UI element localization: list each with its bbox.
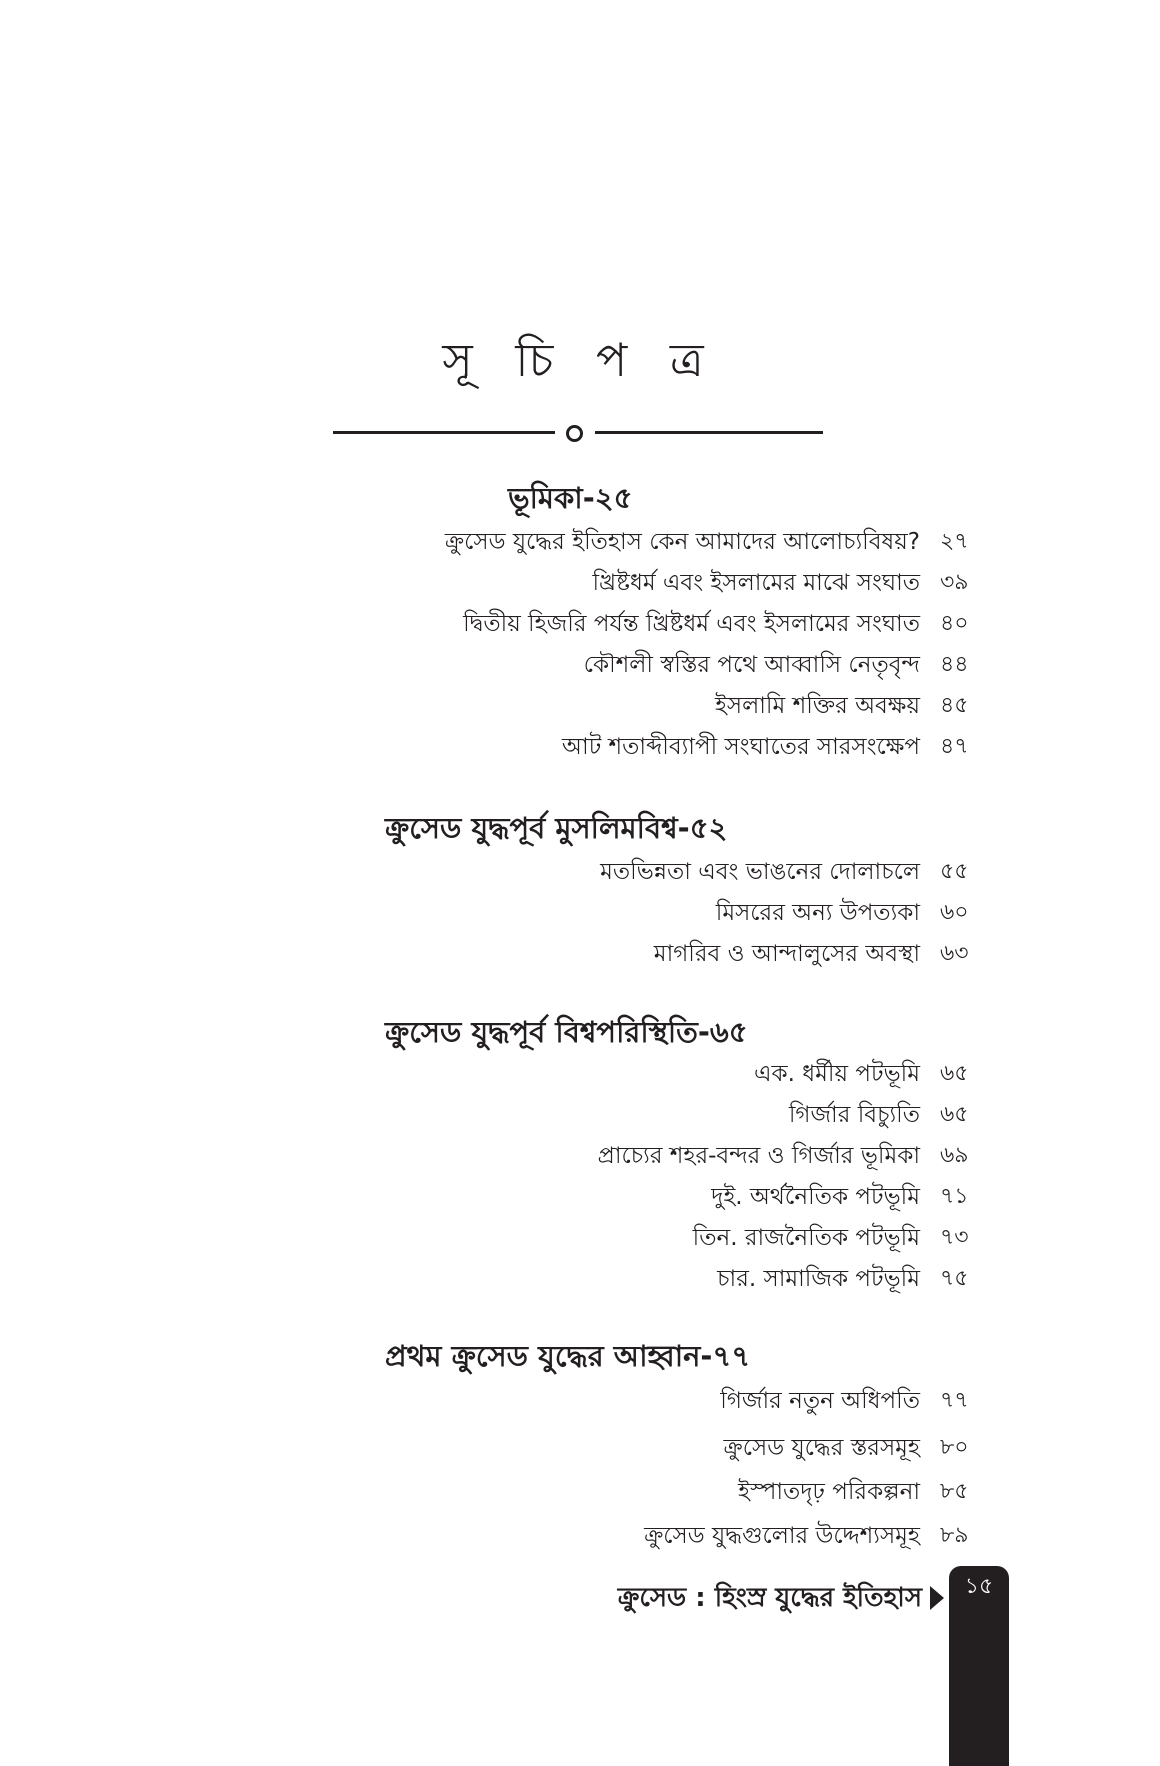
entry-title: গির্জার বিচ্যুতি <box>788 1102 920 1128</box>
entry-page: ২৭ <box>940 529 969 554</box>
toc-entry[interactable] <box>0 1516 1160 1556</box>
entry-title: এক. ধর্মীয় পটভূমি <box>754 1061 920 1087</box>
entry-title: গির্জার নতুন অধিপতি <box>720 1388 920 1414</box>
entry-page: ৪০ <box>940 611 969 636</box>
toc-entry[interactable] <box>0 563 1160 603</box>
ornamental-divider <box>333 425 823 439</box>
entry-title: মতভিন্নতা এবং ভাঙনের দোলাচলে <box>600 859 920 885</box>
toc-entry[interactable] <box>0 727 1160 767</box>
toc-entry[interactable] <box>0 1136 1160 1176</box>
toc-entry[interactable] <box>0 645 1160 685</box>
entry-title: ইসলামি শক্তির অবক্ষয় <box>714 693 920 719</box>
running-footer-book-title: ক্রুসেড : হিংস্র যুদ্ধের ইতিহাস <box>617 1583 922 1613</box>
entry-title: দুই. অর্থনৈতিক পটভূমি <box>711 1184 920 1210</box>
entry-title: তিন. রাজনৈতিক পটভূমি <box>692 1225 920 1251</box>
entry-page: ৬৫ <box>940 1102 969 1127</box>
divider-line-left <box>333 431 555 434</box>
entry-title: আট শতাব্দীব্যাপী সংঘাতের সারসংক্ষেপ <box>561 734 920 760</box>
toc-entry[interactable] <box>0 522 1160 562</box>
section-heading: ভূমিকা-২৫ <box>508 481 633 515</box>
entry-page: ৮৯ <box>940 1523 969 1548</box>
entry-title: কৌশলী স্বস্তির পথে আব্বাসি নেতৃবৃন্দ <box>583 652 920 678</box>
entry-page: ৩৯ <box>940 570 969 595</box>
entry-page: ৬০ <box>940 900 969 925</box>
toc-title: সূ চি প ত্র <box>442 333 718 387</box>
toc-entry[interactable] <box>0 1428 1160 1468</box>
entry-page: ৭৩ <box>940 1225 969 1250</box>
entry-title: ক্রুসেড যুদ্ধের ইতিহাস কেন আমাদের আলোচ্যবিষয়? <box>444 529 920 555</box>
triangle-right-icon <box>930 1586 944 1610</box>
divider-line-right <box>595 431 823 434</box>
section-heading: ক্রুসেড যুদ্ধপূর্ব মুসলিমবিশ্ব-৫২ <box>385 811 728 845</box>
toc-entry[interactable] <box>0 1472 1160 1512</box>
entry-title: খ্রিষ্টধর্ম এবং ইসলামের মাঝে সংঘাত <box>592 570 920 596</box>
page-number: ১৫ <box>964 1574 994 1599</box>
entry-page: ৬৩ <box>940 941 969 966</box>
entry-page: ৫৫ <box>940 859 969 884</box>
toc-entry[interactable] <box>0 1381 1160 1421</box>
entry-page: ৪৪ <box>940 652 969 677</box>
entry-title: ক্রুসেড যুদ্ধের স্তরসমূহ <box>723 1435 920 1461</box>
entry-title: দ্বিতীয় হিজরি পর্যন্ত খ্রিষ্টধর্ম এবং ইসলামের সংঘাত <box>463 611 920 637</box>
section-heading: প্রথম ক্রুসেড যুদ্ধের আহ্বান-৭৭ <box>385 1339 751 1373</box>
entry-page: ৭৫ <box>940 1266 969 1291</box>
toc-entry[interactable] <box>0 852 1160 892</box>
entry-title: মাগরিব ও আন্দালুসের অবস্থা <box>653 941 920 967</box>
toc-entry[interactable] <box>0 934 1160 974</box>
entry-page: ৮০ <box>940 1435 969 1460</box>
toc-entry[interactable] <box>0 1177 1160 1217</box>
entry-page: ৭১ <box>940 1184 969 1209</box>
entry-page: ৭৭ <box>940 1388 969 1413</box>
entry-page: ৬৫ <box>940 1061 969 1086</box>
toc-entry[interactable] <box>0 893 1160 933</box>
entry-title: মিসরের অন্য উপত্যকা <box>715 900 920 926</box>
page-number-tab <box>949 1566 1009 1766</box>
toc-entry[interactable] <box>0 1054 1160 1094</box>
toc-entry[interactable] <box>0 1095 1160 1135</box>
entry-page: ৬৯ <box>940 1143 969 1168</box>
entry-title: ক্রুসেড যুদ্ধগুলোর উদ্দেশ্যসমূহ <box>644 1523 920 1549</box>
entry-title: প্রাচ্যের শহর-বন্দর ও গির্জার ভূমিকা <box>597 1143 920 1169</box>
divider-ring-icon <box>566 425 583 442</box>
toc-entry[interactable] <box>0 604 1160 644</box>
section-heading: ক্রুসেড যুদ্ধপূর্ব বিশ্বপরিস্থিতি-৬৫ <box>385 1015 748 1049</box>
entry-page: ৮৫ <box>940 1479 969 1504</box>
toc-entry[interactable] <box>0 1218 1160 1258</box>
toc-entry[interactable] <box>0 686 1160 726</box>
entry-page: ৪৭ <box>940 734 969 759</box>
toc-entry[interactable] <box>0 1259 1160 1299</box>
entry-page: ৪৫ <box>940 693 969 718</box>
entry-title: ইস্পাতদৃঢ় পরিকল্পনা <box>738 1479 920 1505</box>
entry-title: চার. সামাজিক পটভূমি <box>717 1266 920 1292</box>
